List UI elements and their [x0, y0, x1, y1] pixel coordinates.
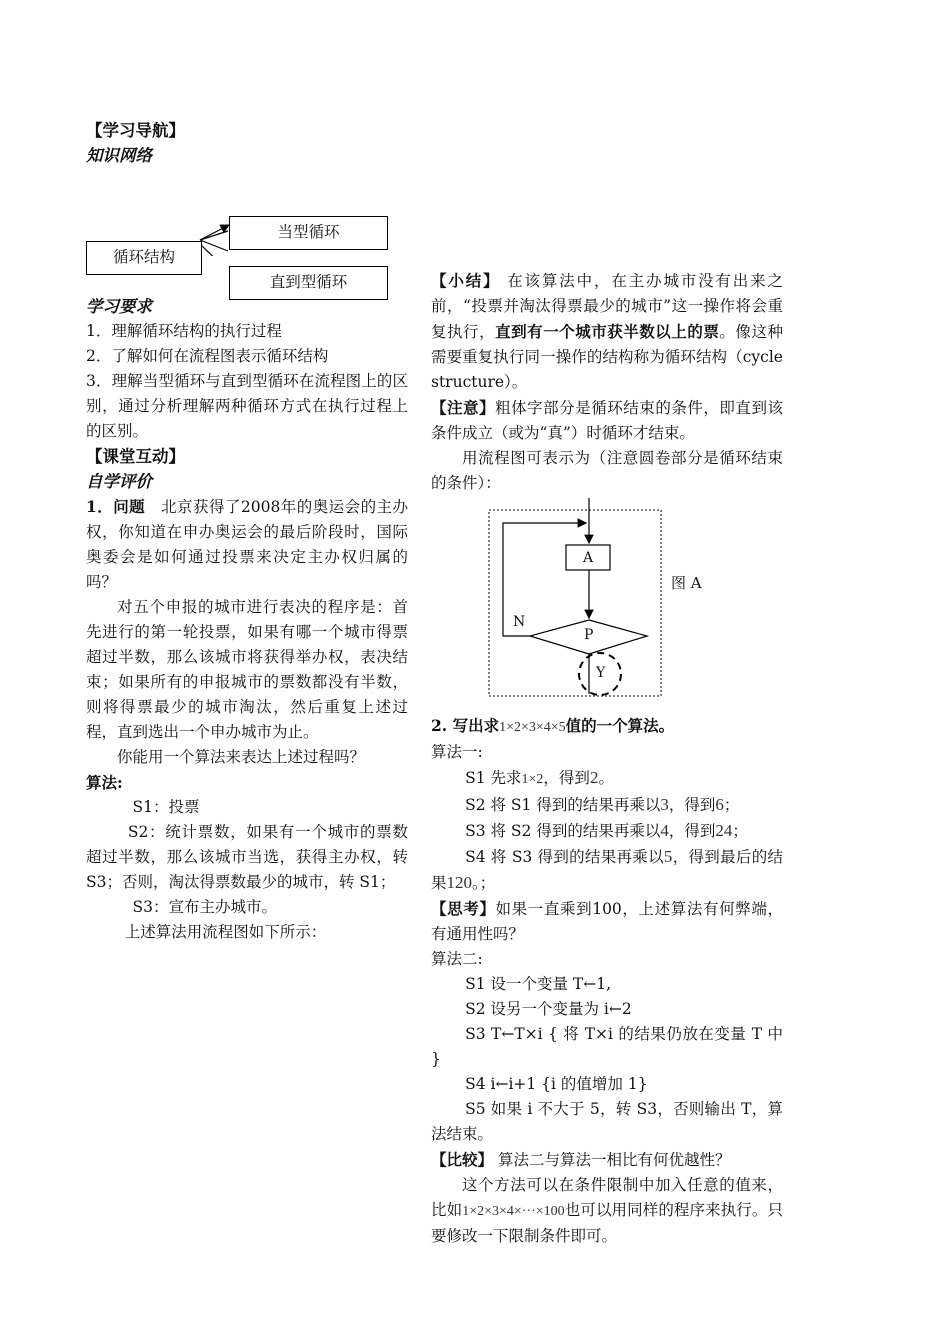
note-text: 粗体字部分是循环结束的条件，即直到该条件成立（或为“真”）时循环才结束。 — [431, 399, 783, 442]
arrow-bottom — [200, 240, 228, 251]
alg2-step: S1 设一个变量 T←1, — [465, 975, 612, 993]
think-text: 如果一直乘到100，上述算法有何弊端，有通用性吗？ — [431, 900, 783, 943]
think-label: 【思考】 — [431, 899, 496, 918]
self-eval-title: 自学评价 — [86, 472, 152, 491]
requirements-title: 学习要求 — [86, 297, 152, 316]
diamond-p-label: P — [584, 627, 594, 643]
algorithm-2-title: 算法二: — [431, 950, 483, 968]
requirement-item: 3．理解当型循环与直到型循环在流程图上的区别，通过分析理解两种循环方式在执行过程上的区别。 — [86, 372, 408, 440]
summary-label: 【小结】 — [431, 271, 501, 290]
q2-suffix: 值的一个算法。 — [565, 716, 675, 735]
network-title: 知识网络 — [86, 146, 152, 165]
voting-procedure: 对五个申报的城市进行表决的程序是：首先进行的第一轮投票，如果有哪一个城市得票超过半数，那么该城市将获得举办权，表决结束；如果所有的申报城市的票数都没有半数，则将得票最少的城市淘汰，然后重复上述过程，直到选出一个申办城市为止。 — [86, 598, 408, 741]
flowchart-figure-a — [431, 498, 783, 713]
step-s3: S3：宣布主办城市。 — [132, 898, 277, 916]
no-label: N — [513, 614, 526, 630]
question-1 — [86, 494, 408, 595]
right-column — [431, 268, 783, 1249]
q2-expression: 1×2×3×4×5 — [499, 720, 566, 735]
knowledge-network-diagram — [86, 168, 408, 291]
question-1-label: 1．问题 — [86, 497, 146, 516]
note — [431, 395, 783, 446]
note-label: 【注意】 — [431, 398, 496, 417]
alg2-step: S2 设另一个变量为 i←2 — [465, 1000, 632, 1018]
alg1-step: S1 先求1×2，得到2。 — [465, 768, 614, 787]
q2-prefix: 2. 写出求 — [431, 716, 500, 735]
algorithm-question: 你能用一个算法来表达上述过程吗？ — [117, 748, 366, 766]
alg2-step: S5 如果 i 不大于 5，转 S3，否则输出 T，算法结束。 — [431, 1100, 783, 1143]
figure-caption: 图 A — [671, 574, 702, 592]
algorithm-1-title: 算法一: — [431, 743, 483, 761]
dotted-frame — [489, 510, 661, 696]
step-s1: S1：投票 — [132, 798, 200, 816]
flowchart-svg — [431, 498, 783, 713]
box-while-loop: 当型循环 — [229, 216, 388, 250]
alg1-step: S4 将 S3 得到的结果再乘以5，得到最后的结果120。； — [431, 847, 783, 892]
class-interaction-title: 【课堂互动】 — [86, 447, 185, 466]
summary-text-end: 。像这种需要重复执行同一操作的结构称为循环结构（cycle structure）。 — [431, 323, 783, 391]
question-2 — [431, 713, 783, 740]
box-a-label: A — [583, 550, 594, 566]
final-expression: 1×2×3×4×···×100 — [462, 1204, 565, 1219]
compare-text: 算法二与算法一相比有何优越性？ — [493, 1151, 731, 1169]
requirement-item: 1．理解循环结构的执行过程 — [86, 322, 282, 340]
requirement-item: 2．了解如何在流程图表示循环结构 — [86, 347, 329, 365]
final-paragraph: 这个方法可以在条件限制中加入任意的值来，比如1×2×3×4×···×100也可以用同样的程序来执行。只要修改一下限制条件即可。 — [431, 1176, 783, 1245]
summary-bold: 直到有一个城市获半数以上的票 — [495, 322, 720, 341]
nav-title: 【学习导航】 — [86, 121, 185, 140]
compare — [431, 1147, 783, 1173]
summary — [431, 268, 783, 395]
alg2-step: S3 T←T×i { 将 T×i 的结果仍放在变量 T 中 } — [431, 1025, 783, 1068]
flowchart-intro: 上述算法用流程图如下所示： — [124, 923, 327, 941]
alg1-step: S2 将 S1 得到的结果再乘以3，得到6； — [465, 795, 740, 814]
alg2-step: S4 i←i+1 {i 的值增加 1} — [465, 1075, 648, 1093]
flowchart-description: 用流程图可表示为（注意圆卷部分是循环结束的条件）： — [431, 449, 783, 492]
compare-label: 【比较】 — [431, 1150, 494, 1169]
left-column — [86, 118, 408, 945]
box-until-loop: 直到型循环 — [229, 266, 388, 300]
think — [431, 896, 783, 947]
question-1-text: 北京获得了2008年的奥运会的主办权，你知道在申办奥运会的最后阶段时，国际奥委会是如何通过投票来决定主办权归属的吗？ — [86, 498, 408, 591]
algorithm-label: 算法: — [86, 773, 123, 792]
summary-text: 在该算法中，在主办城市没有出来之前，“投票并淘汰得票最少的城市”这一操作将会重复执行， — [431, 272, 783, 341]
yes-label: Y — [596, 665, 606, 681]
alg1-step: S3 将 S2 得到的结果再乘以4，得到24； — [465, 821, 748, 840]
box-loop-structure: 循环结构 — [86, 241, 202, 275]
step-s2: S2：统计票数，如果有一个城市的票数超过半数，那么该城市当选，获得主办权，转S3；否则，淘汰得票数最少的城市，转 S1； — [86, 823, 408, 891]
